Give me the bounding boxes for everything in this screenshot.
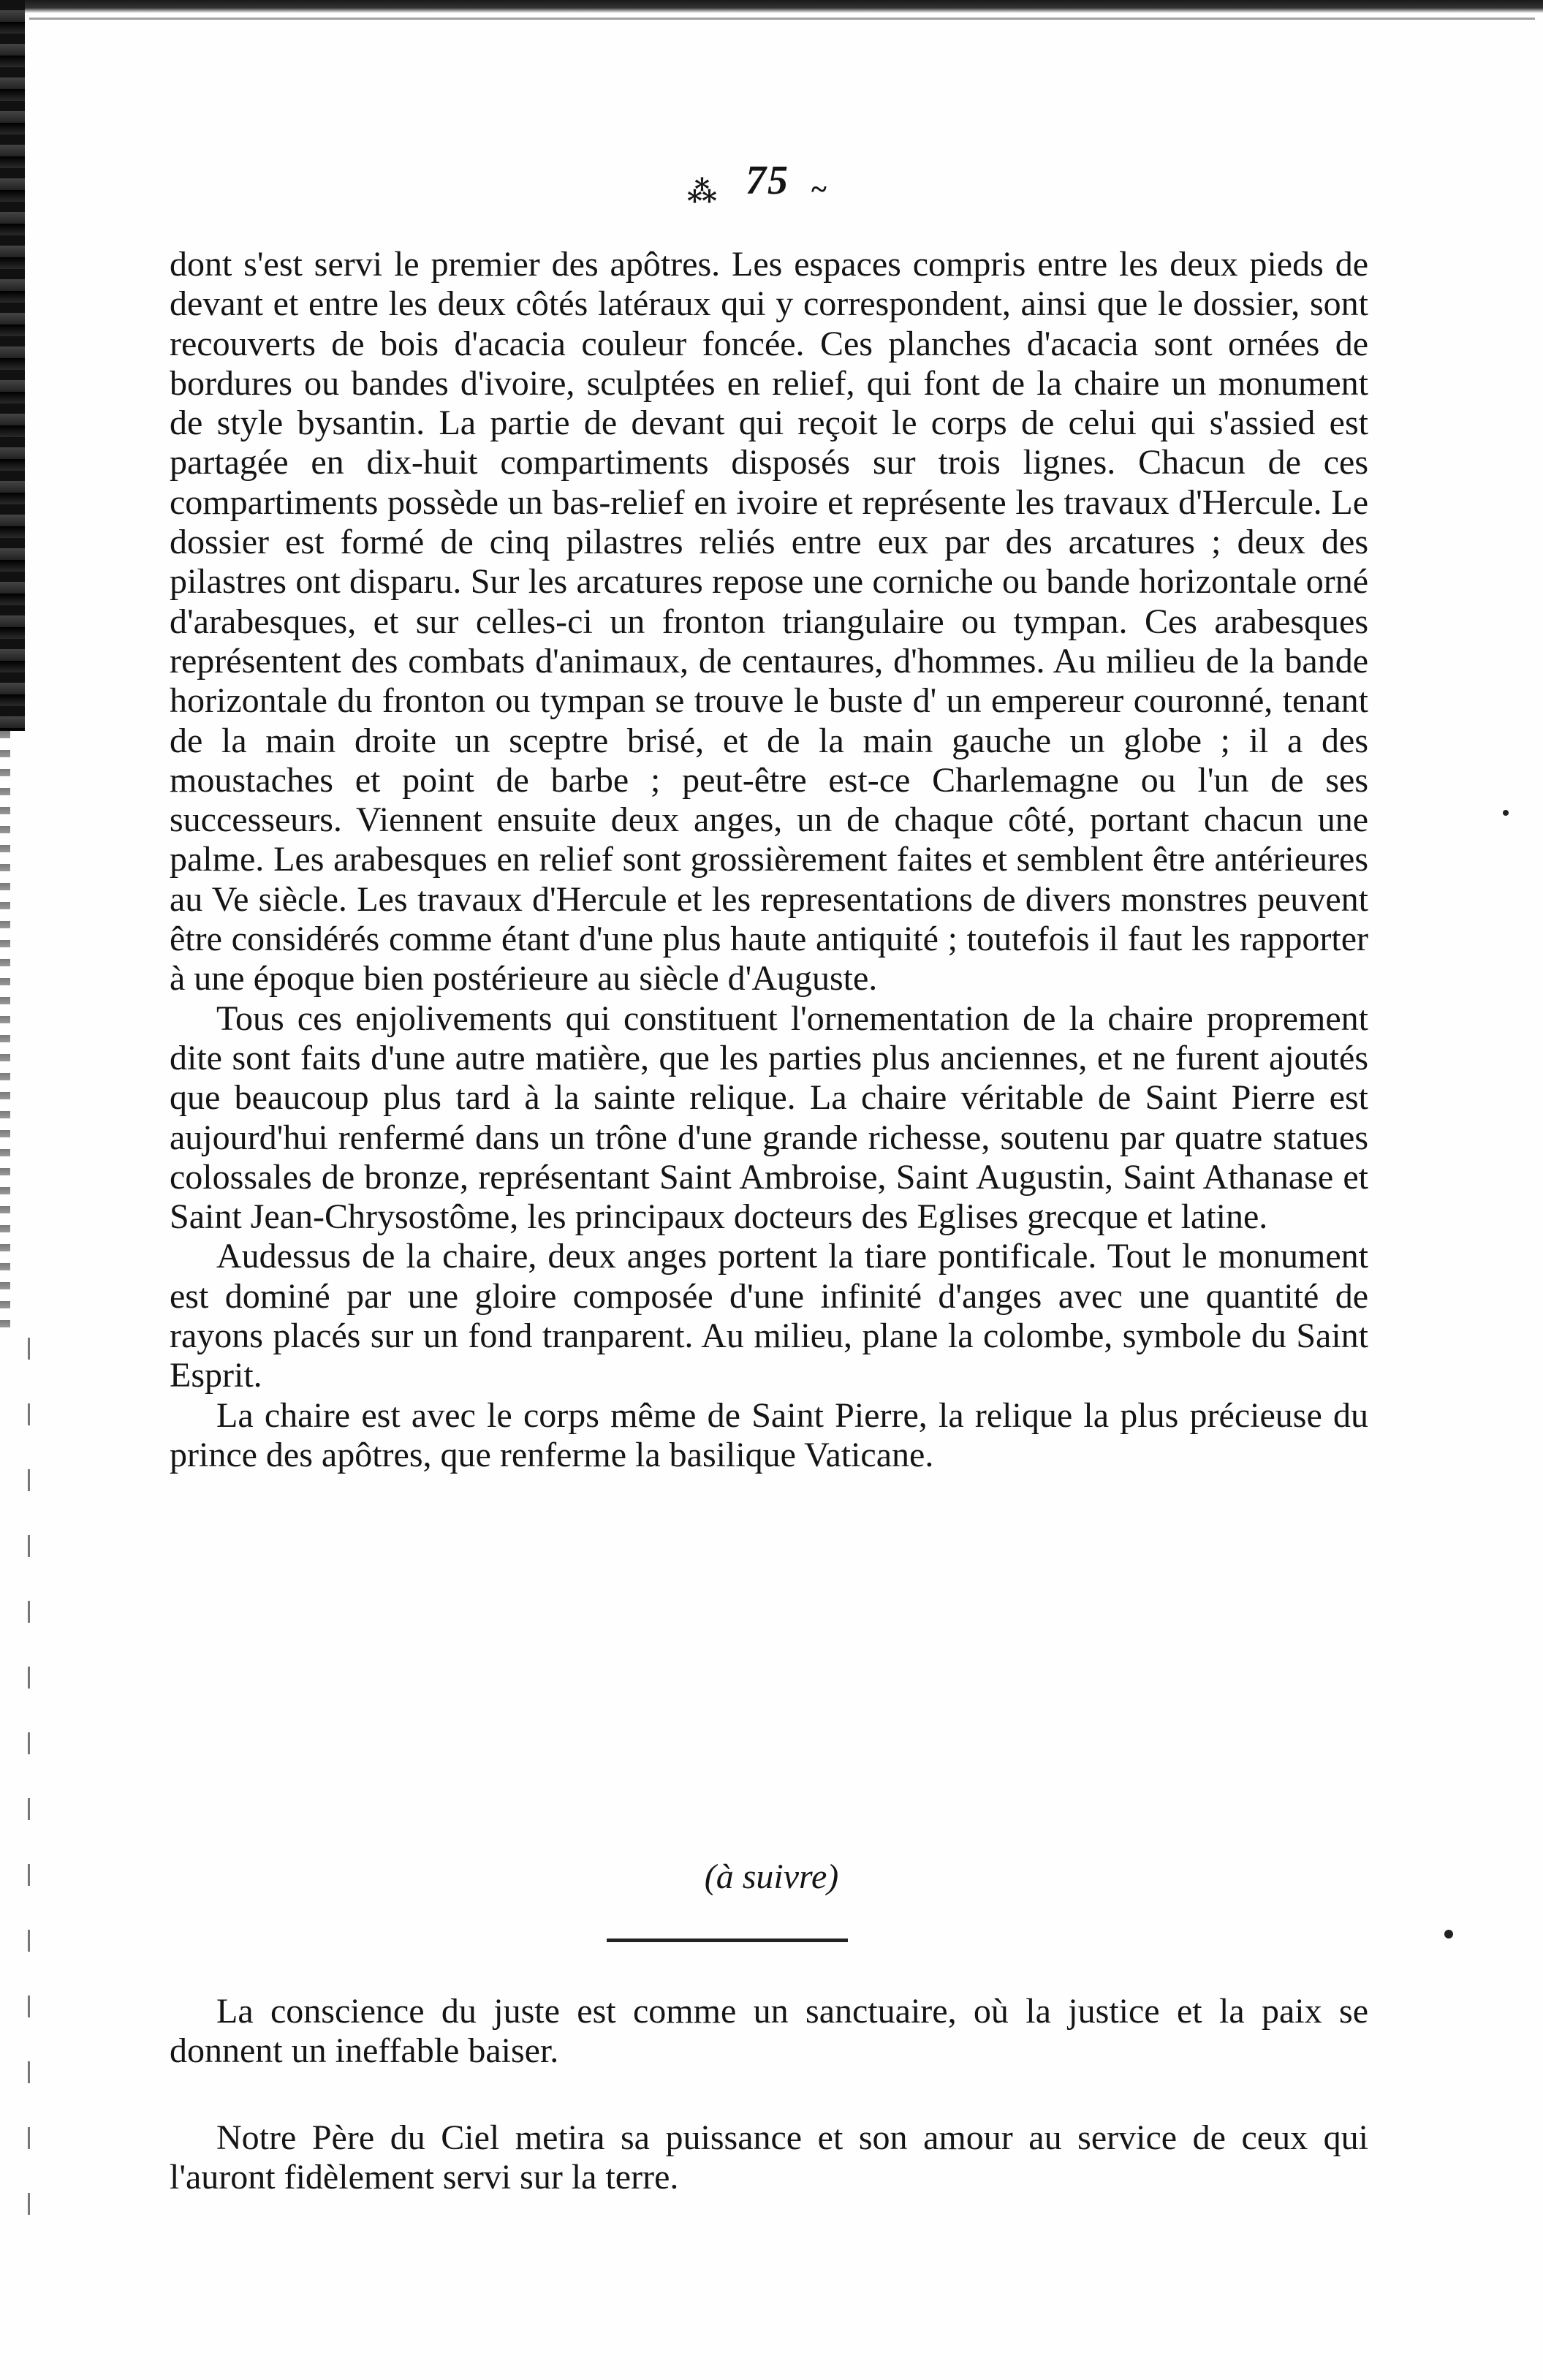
scan-top-edge bbox=[0, 0, 1543, 13]
scan-left-edge-lower bbox=[0, 731, 10, 1330]
maxim: La conscience du juste est comme un sanctuaire, où la justice et la paix se donnent un ineffable baiser. bbox=[170, 1992, 1368, 2070]
maxim: Notre Père du Ciel metira sa puissance et son amour au service de ceux qui l'auront fidèlement servi sur la terre. bbox=[170, 2118, 1368, 2197]
header-ornament-left: ⁂ bbox=[687, 175, 717, 208]
page-number: 75 bbox=[746, 158, 789, 203]
page-header bbox=[658, 150, 877, 216]
paragraph: dont s'est servi le premier des apôtres. Les espaces compris entre les deux pieds de devant et entre les deux côtés latéraux qui y correspondent, ainsi que le dossier, sont recouverts de bois d'acacia couleur foncée. Ces planches d'acacia sont ornées de bordures ou bandes d'ivoire, sculptées en relief, qui font de la chaire un monument de style bysantin. La partie de devant qui reçoit le corps de celui qui s'assied est partagée en dix-huit compartiments disposés sur trois lignes. Chacun de ces compartiments possède un bas-relief en ivoire et représente les travaux d'Hercule. Le dossier est formé de cinq pilastres reliés entre eux par des arcatures ; deux des pilastres ont disparu. Sur les arcatures repose une corniche ou bande horizontale orné d'arabesques, et sur celles-ci un fronton triangulaire ou tympan. Ces arabesques représentent des combats d'animaux, de centaures, d'hommes. Au milieu de la bande horizontale du fronton ou tympan se trouve le buste d' un empereur couronné, tenant de la main droite un sceptre brisé, et de la main gauche un globe ; il a des moustaches et point de barbe ; peut-être est-ce Charlemagne ou l'un de ses successeurs. Viennent ensuite deux anges, un de chaque côté, portant chacun une palme. Les arabesques en relief sont grossièrement faites et semblent être antérieures au Ve siècle. Les travaux d'Hercule et les representations de divers monstres peuvent être considérés comme étant d'une plus haute antiquité ; toutefois il faut les rapporter à une époque bien postérieure au siècle d'Auguste. bbox=[170, 245, 1368, 998]
scan-speck bbox=[1444, 1930, 1453, 1939]
scan-left-edge bbox=[0, 0, 25, 731]
scan-left-margin-mark bbox=[28, 1338, 30, 2259]
paragraph: La chaire est avec le corps même de Saint Pierre, la relique la plus précieuse du prince des apôtres, que renferme la basilique Vaticane. bbox=[170, 1395, 1368, 1474]
scan-top-rule bbox=[29, 18, 1535, 20]
section-divider bbox=[607, 1939, 848, 1942]
continuation-note: (à suivre) bbox=[704, 1857, 839, 1896]
header-ornament-right: ~ bbox=[811, 173, 827, 205]
scan-speck bbox=[1503, 810, 1509, 816]
article-body bbox=[170, 245, 1368, 1475]
paragraph: Tous ces enjolivements qui constituent l'ornementation de la chaire proprement dite sont faits d'une autre matière, que les parties plus anciennes, et ne furent ajoutés que beaucoup plus tard à la sainte relique. La chaire véritable de Saint Pierre est aujourd'hui renfermé dans un trône d'une grande richesse, soutenu par quatre statues colossales de bronze, représentant Saint Ambroise, Saint Augustin, Saint Athanase et Saint Jean-Chrysostôme, les principaux docteurs des Eglises grecque et latine. bbox=[170, 998, 1368, 1237]
paragraph: Audessus de la chaire, deux anges portent la tiare pontificale. Tout le monument est dominé par une gloire composée d'une infinité d'anges avec une quantité de rayons placés sur un fond tranparent. Au milieu, plane la colombe, symbole du Saint Esprit. bbox=[170, 1237, 1368, 1395]
